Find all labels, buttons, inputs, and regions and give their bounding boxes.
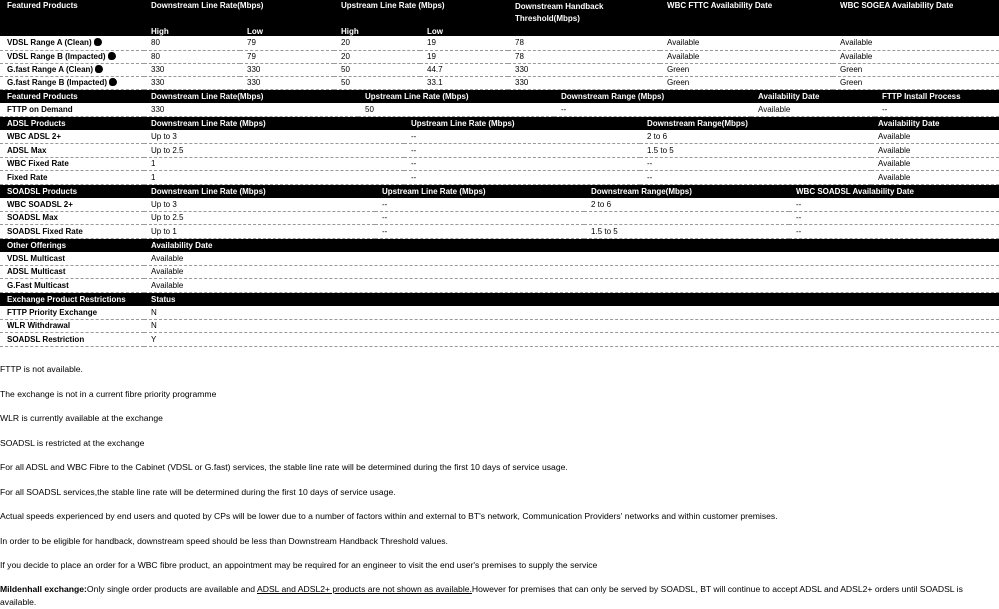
table-row: WLR Withdrawal N bbox=[0, 319, 999, 333]
table-row: SOADSL Fixed Rate Up to 1 -- 1.5 to 5 -- bbox=[0, 225, 999, 239]
adsl-not-available-note: ADSL and ADSL2+ products are not shown as available. bbox=[257, 583, 472, 594]
col-featured-products: Featured Products bbox=[0, 0, 144, 26]
col-handback: Downstream Handback Threshold(Mbps) bbox=[508, 0, 660, 26]
table-row: WBC ADSL 2+ Up to 3 -- 2 to 6 Available bbox=[0, 130, 999, 144]
table-row: VDSL Range B (Impacted) 80 79 20 19 78 Available Available bbox=[0, 50, 999, 63]
table-row: G.Fast Multicast Available bbox=[0, 279, 999, 293]
table-row: ADSL Max Up to 2.5 -- 1.5 to 5 Available bbox=[0, 144, 999, 158]
mildenhall-label: Mildenhall exchange: bbox=[0, 583, 87, 594]
restrictions-header: Exchange Product Restrictions Status bbox=[0, 293, 999, 306]
sub-high: High bbox=[144, 26, 240, 36]
table-row: SOADSL Max Up to 2.5 -- -- bbox=[0, 211, 999, 225]
note: SOADSL is restricted at the exchange bbox=[0, 437, 145, 448]
fttc-header bbox=[0, 0, 999, 26]
other-offerings-table bbox=[0, 239, 999, 293]
note: In order to be eligible for handback, downstream speed should be less than Downstream Handback Threshold values. bbox=[0, 535, 448, 546]
adsl-header: ADSL Products Downstream Line Rate (Mbps) Upstream Line Rate (Mbps) Downstream Range(Mbps) Availability Date bbox=[0, 117, 999, 130]
col-downstream: Downstream Line Rate(Mbps) bbox=[144, 0, 334, 26]
note: For all ADSL and WBC Fibre to the Cabinet (VDSL or G.fast) services, the stable line rate will be determined during the first 10 days of service usage. bbox=[0, 462, 568, 472]
note: For all SOADSL services,the stable line rate will be determined during the first 10 days of service usage. bbox=[0, 486, 396, 497]
table-row: VDSL Multicast Available bbox=[0, 252, 999, 266]
table-row: FTTP on Demand 330 50 -- Available -- bbox=[0, 103, 999, 117]
note: If you decide to place an order for a WBC fibre product, an appointment may be required for an engineer to visit the end user's premises to supply the service bbox=[0, 560, 598, 570]
sub-high: High bbox=[334, 26, 420, 36]
redaction-mark bbox=[95, 65, 103, 73]
note: FTTP is not available. bbox=[0, 364, 83, 374]
soadsl-header: SOADSL Products Downstream Line Rate (Mbps) Upstream Line Rate (Mbps) Downstream Range(Mbps) WBC SOADSL Availability Date bbox=[0, 185, 999, 198]
restrictions-table bbox=[0, 293, 999, 347]
col-sogea-availability: WBC SOGEA Availability Date bbox=[833, 0, 999, 26]
table-row: WBC SOADSL 2+ Up to 3 -- 2 to 6 -- bbox=[0, 198, 999, 212]
redaction-mark bbox=[108, 52, 116, 60]
col-upstream: Upstream Line Rate (Mbps) bbox=[334, 0, 508, 26]
fttp-table bbox=[0, 90, 999, 118]
note: Actual speeds experienced by end users and quoted by CPs will be lower due to a number of factors within and external to BT's network, Communication Providers' networks and within customer premises. bbox=[0, 511, 778, 521]
table-row: VDSL Range A (Clean) 80 79 20 19 78 Available Available bbox=[0, 36, 999, 50]
mildenhall-note: Mildenhall exchange:Only single order products are available and ADSL and ADSL2+ products are not shown as available.However for premises that can only be served by SOADSL, BT will continue to accept ADSL and ADSL2+ orders until SOADSL is available. bbox=[0, 583, 963, 607]
redaction-mark bbox=[94, 38, 102, 46]
table-row: ADSL Multicast Available bbox=[0, 265, 999, 279]
sub-low: Low bbox=[240, 26, 334, 36]
fttp-header: Featured Products Downstream Line Rate(Mbps) Upstream Line Rate (Mbps) Downstream Range (Mbps) Availability Date FTTP Install Process bbox=[0, 90, 999, 103]
table-row: SOADSL Restriction Y bbox=[0, 333, 999, 347]
table-row: WBC Fixed Rate 1 -- -- Available bbox=[0, 157, 999, 171]
fttc-subheader bbox=[0, 26, 999, 36]
fttc-table bbox=[0, 0, 999, 90]
redaction-mark bbox=[109, 78, 117, 86]
soadsl-table bbox=[0, 185, 999, 239]
note: WLR is currently available at the exchange bbox=[0, 413, 163, 423]
table-row: FTTP Priority Exchange N bbox=[0, 306, 999, 320]
note: The exchange is not in a current fibre priority programme bbox=[0, 388, 217, 399]
table-row: G.fast Range B (Impacted) 330 330 50 33.1 330 Green Green bbox=[0, 76, 999, 89]
table-row: Fixed Rate 1 -- -- Available bbox=[0, 171, 999, 185]
other-offerings-header: Other Offerings Availability Date bbox=[0, 239, 999, 252]
sub-low: Low bbox=[420, 26, 508, 36]
col-fttc-availability: WBC FTTC Availability Date bbox=[660, 0, 833, 26]
adsl-table bbox=[0, 117, 999, 185]
table-row: G.fast Range A (Clean) 330 330 50 44.7 330 Green Green bbox=[0, 63, 999, 76]
notes-section bbox=[0, 362, 999, 609]
